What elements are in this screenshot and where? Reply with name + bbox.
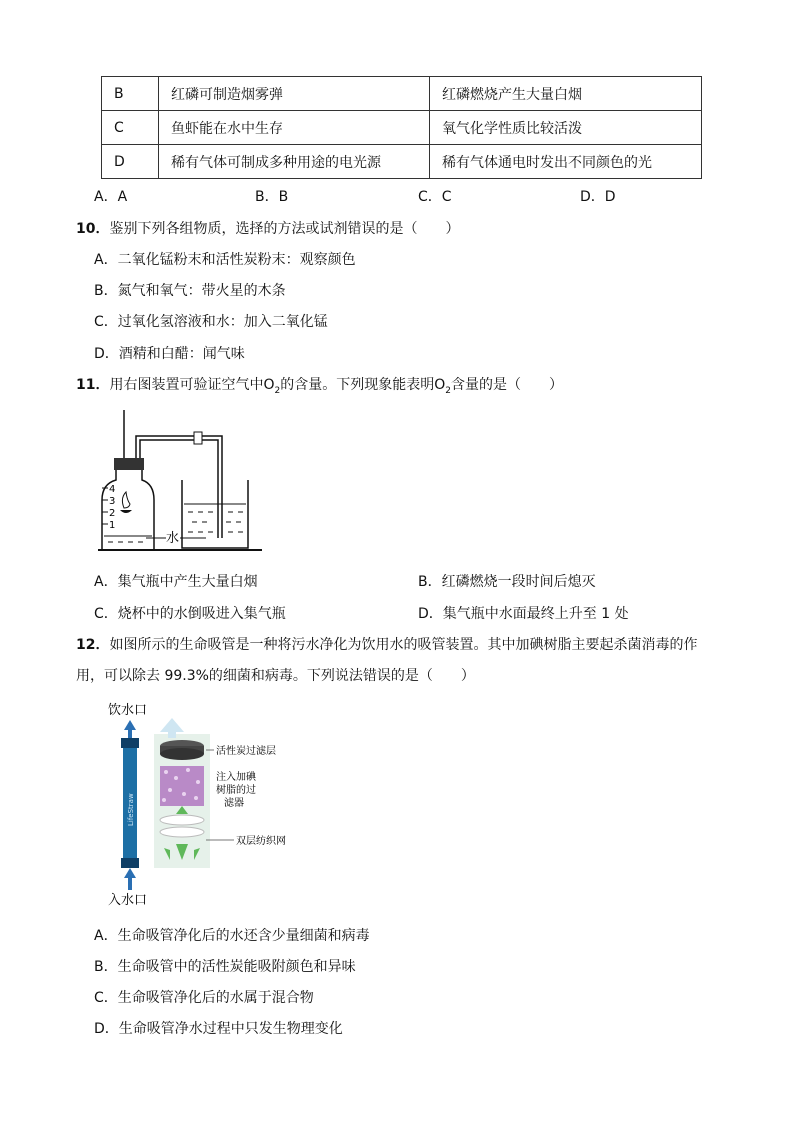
- q9-option-d[interactable]: D．D: [580, 189, 616, 205]
- mark-3: 3: [109, 496, 116, 507]
- mark-2: 2: [109, 508, 116, 519]
- q11-option-a[interactable]: A．集气瓶中产生大量白烟: [94, 574, 258, 590]
- mesh-layer-icon-2: [160, 827, 204, 837]
- table-cell: 稀有气体通电时发出不同颜色的光: [430, 145, 702, 179]
- q9-option-c[interactable]: C．C: [418, 189, 452, 205]
- connecting-tube: [136, 436, 222, 538]
- carbon-disk-base: [160, 748, 204, 760]
- table-cell: B: [102, 77, 159, 111]
- oxygen-apparatus-figure: [96, 408, 266, 556]
- tube-brand-text: LifeStraw: [127, 793, 135, 826]
- tube-cap-bottom: [121, 858, 139, 868]
- q12-stem-line2: 用，可以除去 99.3%的细菌和病毒。下列说法错误的是（ ）: [76, 668, 475, 684]
- q9-option-a[interactable]: A．A: [94, 189, 128, 205]
- table-cell: 红磷燃烧产生大量白烟: [430, 77, 702, 111]
- table-row: [102, 145, 702, 179]
- layer-label-resin-1: 注入加碘: [216, 772, 256, 783]
- q12-option-a[interactable]: A．生命吸管净化后的水还含少量细菌和病毒: [94, 928, 370, 944]
- q11-number: 11．: [76, 377, 110, 393]
- tube-cap-top: [121, 738, 139, 748]
- q10-option-d[interactable]: D．酒精和白醋：闻气味: [94, 346, 245, 362]
- layer-label-resin-2: 树脂的过: [216, 785, 256, 796]
- q11-text-b: 的含量。下列现象能表明O: [280, 377, 446, 393]
- flame-icon: [122, 492, 130, 508]
- drinking-outlet-label: 饮水口: [108, 703, 148, 718]
- table-row: [102, 111, 702, 145]
- q11-option-c[interactable]: C．烧杯中的水倒吸进入集气瓶: [94, 606, 286, 622]
- combustion-spoon: [120, 510, 132, 513]
- q12-number: 12．: [76, 637, 110, 653]
- q10-number: 10．: [76, 221, 110, 237]
- q12-option-c[interactable]: C．生命吸管净化后的水属于混合物: [94, 990, 314, 1006]
- q11-stem: [76, 374, 563, 396]
- lifestraw-figure: [100, 698, 310, 910]
- mark-1: 1: [109, 520, 116, 531]
- q10-option-a[interactable]: A．二氧化锰粉末和活性炭粉末：观察颜色: [94, 252, 356, 268]
- q10-option-b[interactable]: B．氮气和氧气：带火星的木条: [94, 283, 286, 299]
- water-label: 水: [166, 531, 180, 546]
- inlet-arrow-icon: [124, 868, 136, 890]
- q11-option-b[interactable]: B．红磷燃烧一段时间后熄灭: [418, 574, 596, 590]
- q12-text-line1: 如图所示的生命吸管是一种将污水净化为饮用水的吸管装置。其中加碘树脂主要起杀菌消毒的作: [109, 637, 698, 653]
- table-cell: 稀有气体可制成多种用途的电光源: [159, 145, 430, 179]
- q11-text-a: 用右图装置可验证空气中O: [109, 377, 275, 393]
- layer-label-mesh: 双层纺织网: [236, 836, 286, 847]
- beaker-water-dashes: [188, 512, 243, 532]
- table-cell: C: [102, 111, 159, 145]
- q10-option-c[interactable]: C．过氧化氢溶液和水：加入二氧化锰: [94, 314, 328, 330]
- q10-text: 鉴别下列各组物质，选择的方法或试剂错误的是（ ）: [109, 221, 460, 237]
- q11-text-c: 含量的是（ ）: [451, 377, 564, 393]
- q12-stem-line1: [76, 634, 697, 654]
- table-cell: 红磷可制造烟雾弹: [159, 77, 430, 111]
- mark-4: 4: [109, 484, 116, 495]
- water-inlet-label: 入水口: [108, 893, 148, 908]
- q12-option-d[interactable]: D．生命吸管净水过程中只发生物理变化: [94, 1021, 343, 1037]
- answer-table: [101, 76, 702, 179]
- clamp-icon: [194, 432, 202, 444]
- stopper: [114, 458, 144, 470]
- table-cell: D: [102, 145, 159, 179]
- table-row: [102, 77, 702, 111]
- table-cell: 氧气化学性质比较活泼: [430, 111, 702, 145]
- layer-label-carbon: 活性炭过滤层: [216, 746, 276, 757]
- layer-label-resin-3: 滤器: [224, 798, 244, 809]
- q12-option-b[interactable]: B．生命吸管中的活性炭能吸附颜色和异味: [94, 959, 356, 975]
- table-cell: 鱼虾能在水中生存: [159, 111, 430, 145]
- q10-stem: [76, 218, 459, 238]
- q9-option-b[interactable]: B．B: [255, 189, 289, 205]
- mesh-layer-icon: [160, 815, 204, 825]
- q11-option-d[interactable]: D．集气瓶中水面最终上升至 1 处: [418, 606, 629, 622]
- outlet-arrow-icon: [124, 720, 136, 738]
- q11-sub-2: 2: [445, 385, 452, 396]
- q11-sub-1: 2: [274, 385, 281, 396]
